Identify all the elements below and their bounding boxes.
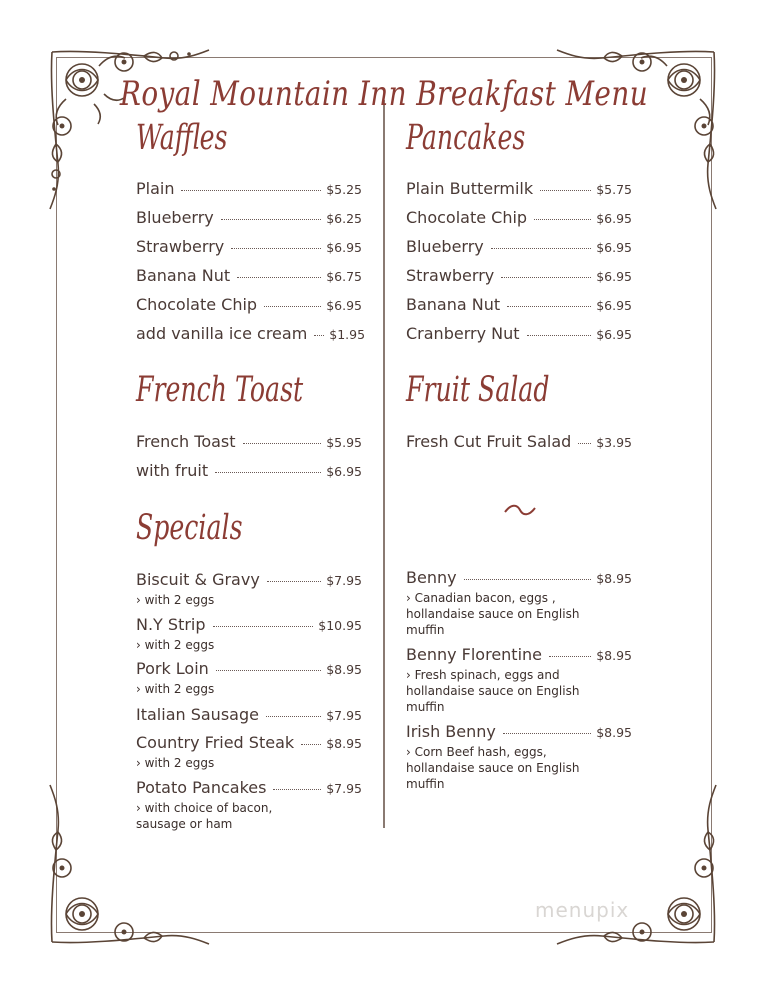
menu-item bbox=[136, 778, 362, 797]
menu-item bbox=[136, 659, 362, 678]
menu-item-price: $6.95 bbox=[326, 464, 362, 479]
menu-item-name: French Toast bbox=[136, 432, 236, 451]
menu-item-price: $6.95 bbox=[596, 298, 632, 313]
dot-leader bbox=[527, 335, 592, 336]
menu-item-price: $1.95 bbox=[329, 327, 366, 342]
menu-item-price: $6.95 bbox=[326, 298, 362, 313]
section-title-french-toast: French Toast bbox=[136, 370, 304, 410]
menu-item-name: N.Y Strip bbox=[136, 615, 206, 634]
menu-item-price: $7.95 bbox=[326, 708, 362, 723]
menu-item-note: sausage or ham bbox=[136, 817, 233, 831]
dot-leader bbox=[237, 277, 321, 278]
menu-item bbox=[136, 179, 362, 198]
menu-item bbox=[136, 432, 362, 451]
watermark: menupix bbox=[535, 898, 630, 922]
menu-item-price: $7.95 bbox=[326, 573, 362, 588]
menu-item-name: with fruit bbox=[136, 461, 209, 480]
menu-item-price: $5.75 bbox=[596, 182, 632, 197]
menu-item-name: Pork Loin bbox=[136, 659, 209, 678]
menu-item-name: Potato Pancakes bbox=[136, 778, 267, 797]
dot-leader bbox=[549, 656, 591, 657]
menu-item bbox=[406, 645, 632, 664]
menu-item-name: Benny Florentine bbox=[406, 645, 543, 664]
menu-item-name: Strawberry bbox=[136, 237, 225, 256]
menu-item bbox=[406, 722, 632, 741]
menu-item bbox=[136, 295, 362, 314]
menu-item-note: › Corn Beef hash, eggs, bbox=[406, 745, 547, 759]
menu-item-note: › with choice of bacon, bbox=[136, 801, 273, 815]
floral-ornament-icon bbox=[552, 780, 722, 950]
menu-item-name: Banana Nut bbox=[406, 295, 501, 314]
menu-item-name: Country Fried Steak bbox=[136, 733, 295, 752]
menu-item-note: hollandaise sauce on English bbox=[406, 761, 580, 775]
menu-item-price: $10.95 bbox=[318, 618, 362, 633]
section-title-waffles: Waffles bbox=[136, 118, 228, 158]
section-title-pancakes: Pancakes bbox=[406, 118, 526, 158]
dot-leader bbox=[503, 733, 591, 734]
dot-leader bbox=[264, 306, 321, 307]
dot-leader bbox=[273, 789, 321, 790]
menu-item-note: muffin bbox=[406, 700, 445, 714]
menu-item-note: › with 2 eggs bbox=[136, 682, 215, 696]
menu-item bbox=[406, 266, 632, 285]
tilde-squiggle-icon bbox=[503, 500, 537, 520]
menu-item-name: Blueberry bbox=[136, 208, 214, 227]
dot-leader bbox=[534, 219, 591, 220]
menu-item-name: Benny bbox=[406, 568, 457, 587]
menu-item-name: add vanilla ice cream bbox=[136, 324, 308, 343]
menu-item-name: Italian Sausage bbox=[136, 705, 259, 724]
dot-leader bbox=[301, 744, 321, 745]
menu-item bbox=[136, 461, 362, 480]
menu-item bbox=[406, 295, 632, 314]
menu-item-name: Irish Benny bbox=[406, 722, 496, 741]
menu-item-name: Banana Nut bbox=[136, 266, 231, 285]
menu-item-note: muffin bbox=[406, 777, 445, 791]
menu-item-price: $8.95 bbox=[596, 648, 632, 663]
menu-item-note: muffin bbox=[406, 623, 445, 637]
menu-item-price: $5.95 bbox=[326, 435, 362, 450]
menu-item-name: Fresh Cut Fruit Salad bbox=[406, 432, 572, 451]
menu-item bbox=[406, 568, 632, 587]
menu-item bbox=[136, 733, 362, 752]
menu-item bbox=[136, 208, 362, 227]
menu-item-price: $3.95 bbox=[596, 435, 632, 450]
menu-item bbox=[136, 615, 362, 634]
menu-item-name: Plain Buttermilk bbox=[406, 179, 534, 198]
dot-leader bbox=[491, 248, 591, 249]
menu-item bbox=[406, 324, 632, 343]
dot-leader bbox=[215, 472, 321, 473]
menu-item-price: $8.95 bbox=[326, 662, 362, 677]
menu-item-note: › with 2 eggs bbox=[136, 593, 215, 607]
column-divider bbox=[383, 100, 385, 828]
menu-item bbox=[406, 179, 632, 198]
menu-item bbox=[406, 237, 632, 256]
section-title-specials: Specials bbox=[136, 508, 243, 548]
menu-item bbox=[136, 237, 362, 256]
dot-leader bbox=[507, 306, 591, 307]
menu-item-note: › Canadian bacon, eggs , bbox=[406, 591, 556, 605]
section-title-fruit-salad: Fruit Salad bbox=[406, 370, 550, 410]
dot-leader bbox=[216, 670, 321, 671]
menu-item-price: $6.75 bbox=[326, 269, 362, 284]
menu-item bbox=[406, 432, 632, 451]
menu-item-price: $8.95 bbox=[596, 725, 632, 740]
menu-item-name: Blueberry bbox=[406, 237, 484, 256]
menu-item-name: Biscuit & Gravy bbox=[136, 570, 260, 589]
dot-leader bbox=[213, 626, 314, 627]
menu-item-price: $6.95 bbox=[596, 240, 632, 255]
menu-item bbox=[406, 208, 632, 227]
menu-item-price: $6.95 bbox=[596, 211, 632, 226]
menu-item bbox=[136, 705, 362, 724]
menu-item-price: $5.25 bbox=[326, 182, 362, 197]
menu-item-note: › with 2 eggs bbox=[136, 638, 215, 652]
dot-leader bbox=[231, 248, 321, 249]
dot-leader bbox=[181, 190, 321, 191]
dot-leader bbox=[221, 219, 321, 220]
dot-leader bbox=[578, 443, 591, 444]
menu-item-note: › with 2 eggs bbox=[136, 756, 215, 770]
menu-item-name: Cranberry Nut bbox=[406, 324, 520, 343]
menu-item bbox=[136, 570, 362, 589]
dot-leader bbox=[266, 716, 321, 717]
menu-item-price: $6.95 bbox=[596, 327, 632, 342]
dot-leader bbox=[501, 277, 591, 278]
dot-leader bbox=[540, 190, 591, 191]
menu-item bbox=[136, 324, 366, 343]
menu-item-name: Plain bbox=[136, 179, 175, 198]
menu-item-note: hollandaise sauce on English bbox=[406, 607, 580, 621]
menu-item-price: $7.95 bbox=[326, 781, 362, 796]
menu-item-price: $8.95 bbox=[596, 571, 632, 586]
menu-item-name: Chocolate Chip bbox=[136, 295, 258, 314]
menu-item-note: hollandaise sauce on English bbox=[406, 684, 580, 698]
menu-item-price: $6.95 bbox=[326, 240, 362, 255]
menu-item-price: $6.95 bbox=[596, 269, 632, 284]
menu-item-name: Chocolate Chip bbox=[406, 208, 528, 227]
menu-title: Royal Mountain Inn Breakfast Menu bbox=[119, 74, 649, 114]
menu-item bbox=[136, 266, 362, 285]
dot-leader bbox=[243, 443, 322, 444]
menu-item-price: $6.25 bbox=[326, 211, 362, 226]
menu-item-name: Strawberry bbox=[406, 266, 495, 285]
dot-leader bbox=[314, 335, 324, 336]
menu-item-price: $8.95 bbox=[326, 736, 362, 751]
menu-item-note: › Fresh spinach, eggs and bbox=[406, 668, 560, 682]
dot-leader bbox=[464, 579, 592, 580]
dot-leader bbox=[267, 581, 321, 582]
